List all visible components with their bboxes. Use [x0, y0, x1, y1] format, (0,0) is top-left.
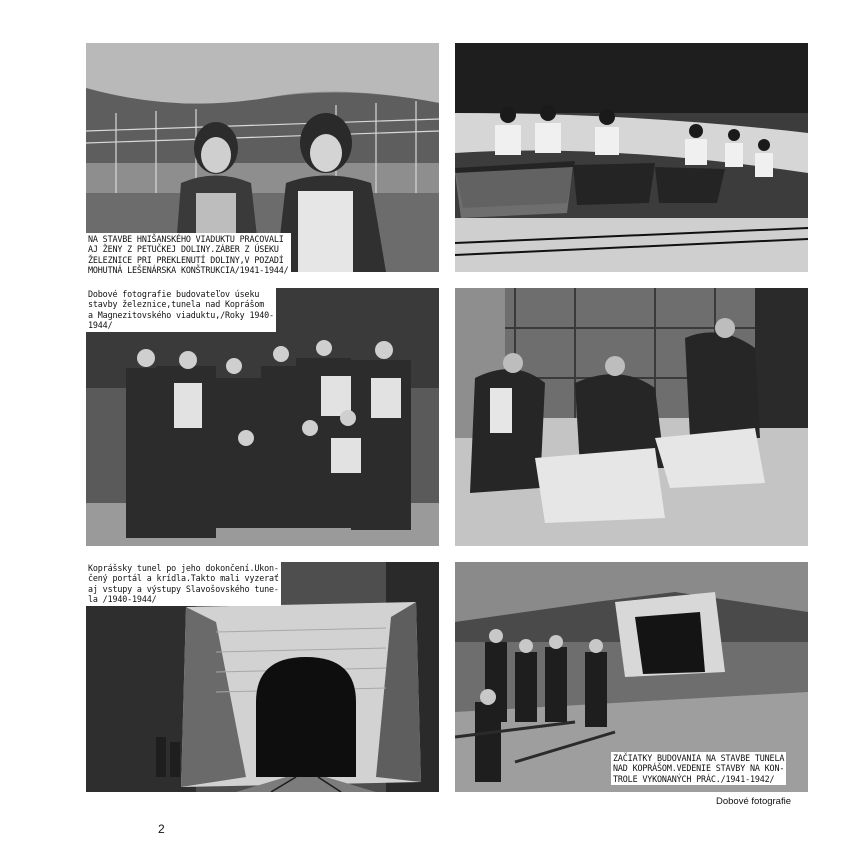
- photo-wheelbarrow-workers: [455, 288, 808, 546]
- caption-builders-group: Dobové fotografie budovateľov úseku stavby železnice,tunela nad Koprášom a Magnezitovského viaduktu,/Roky 1940- 1944/: [88, 289, 274, 331]
- caption-tunnel-construction: ZAČIATKY BUDOVANIA NA STAVBE TUNELA NAD KOPRÁŠOM.VEDENIE STAVBY NA KON- TROLE VYKONANÝCH PRÁC./1941-1942/: [613, 753, 785, 784]
- photo-wheelbarrow-workers-image: [455, 288, 808, 546]
- footer-label: Dobové fotografie: [716, 796, 791, 807]
- caption-tunnel-portal: Koprášsky tunel po jeho dokončení.Ukon- čený portál a krídla.Takto mali vyzerať aj vstupy a výstupy Slavošovského tune- la /1940-1944/: [88, 563, 279, 605]
- photo-mine-carts: [455, 43, 808, 272]
- page-number: 2: [158, 822, 165, 836]
- photo-mine-carts-image: [455, 43, 808, 272]
- caption-women-viaduct: NA STAVBE HNIŠANSKÉHO VIADUKTU PRACOVALI AJ ŽENY Z PETUČKEJ DOLINY.ZÁBER Z ÚSEKU ŽELEZNICE PRI PREKLENUTÍ DOLINY,V POZADÍ MOHUTNÁ LEŠENÁRSKA KONŠTRUKCIA/1941-1944/: [88, 234, 289, 276]
